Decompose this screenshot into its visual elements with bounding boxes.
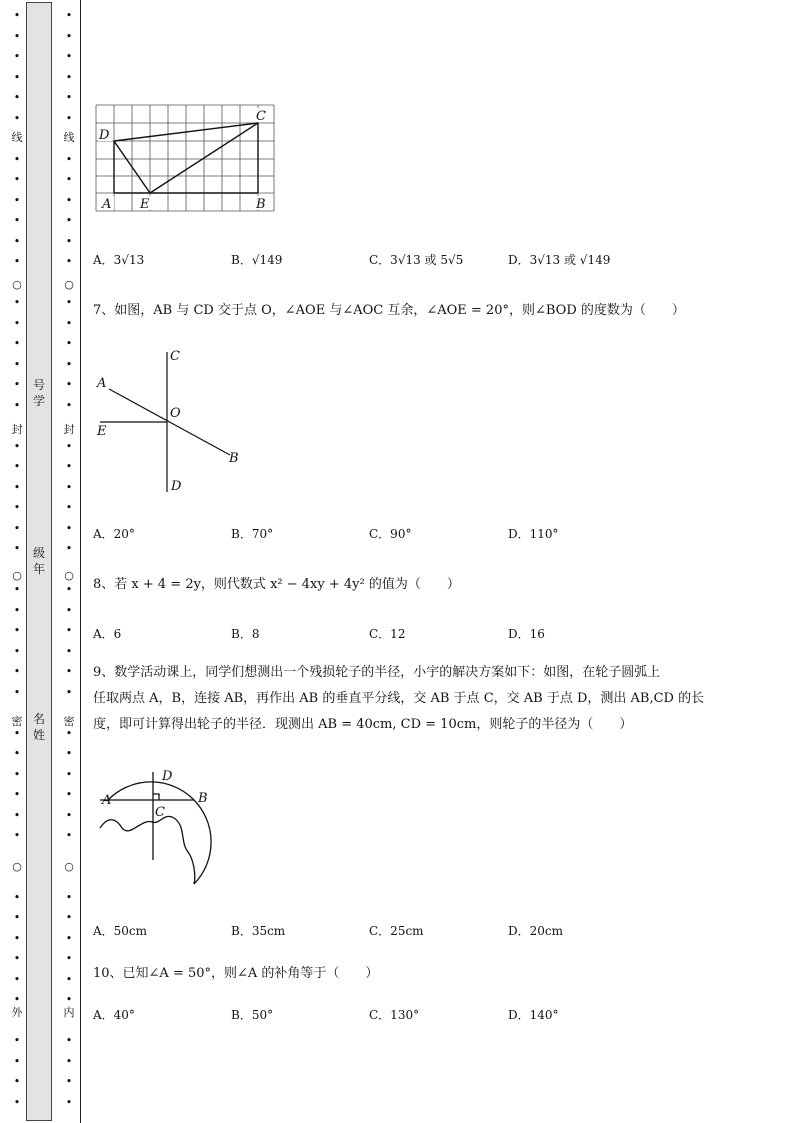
q9-option-a[interactable]: A．50cm — [93, 924, 148, 938]
q8-option-b[interactable]: B．8 — [231, 627, 260, 641]
binding-dot: • — [65, 214, 73, 227]
binding-dot: • — [13, 296, 21, 309]
q9-label-C: C — [155, 805, 165, 820]
binding-dot: • — [65, 768, 73, 781]
binding-dot: • — [65, 1055, 73, 1068]
binding-dot: • — [13, 788, 21, 801]
binding-dot: • — [65, 317, 73, 330]
binding-dot: • — [65, 952, 73, 965]
outer-mark-circle-2: ○ — [12, 569, 22, 582]
field-grade: 级 年 — [32, 546, 45, 576]
binding-dot: • — [65, 993, 73, 1006]
binding-dot: • — [65, 112, 73, 125]
binding-dot: • — [65, 337, 73, 350]
binding-dot: • — [65, 747, 73, 760]
binding-dot: • — [65, 378, 73, 391]
binding-dot: • — [13, 932, 21, 945]
binding-dot: • — [65, 1096, 73, 1109]
binding-dot: • — [13, 809, 21, 822]
q10-option-c[interactable]: C．130° — [369, 1008, 420, 1022]
q9-stem-line-1: 9、数学活动课上，同学们想测出一个残损轮子的半径，小宇的解决方案如下：如图，在轮子圆弧上 — [93, 665, 661, 680]
q6-label-D: D — [99, 128, 110, 143]
binding-dot: • — [65, 829, 73, 842]
binding-dot: • — [65, 973, 73, 986]
q9-label-D: D — [162, 769, 173, 784]
binding-dot: • — [65, 91, 73, 104]
binding-dot: • — [13, 686, 21, 699]
field-student-number: 号 学 — [32, 378, 45, 408]
q7-option-b[interactable]: B．70° — [231, 527, 274, 541]
binding-dot: • — [65, 1034, 73, 1047]
binding-dot: • — [65, 911, 73, 924]
binding-dot: • — [13, 522, 21, 535]
q7-option-a[interactable]: A．20° — [93, 527, 135, 541]
q9-option-d[interactable]: D．20cm — [508, 924, 563, 938]
binding-dot: • — [65, 399, 73, 412]
binding-dot: • — [13, 337, 21, 350]
broken-edge — [100, 816, 195, 884]
binding-dot: • — [13, 153, 21, 166]
inner-binding-column — [62, 0, 76, 1123]
q7-label-O: O — [170, 406, 181, 421]
q6-option-c[interactable]: C．3√13 或 5√5 — [369, 253, 464, 267]
q10-option-a[interactable]: A．40° — [93, 1008, 135, 1022]
binding-dot: • — [65, 727, 73, 740]
right-angle-mark — [153, 794, 159, 800]
inner-mark-xian: 线 — [63, 131, 75, 144]
q9-label-B: B — [198, 791, 208, 806]
binding-dot: • — [13, 768, 21, 781]
binding-dot: • — [13, 440, 21, 453]
binding-dot: • — [65, 358, 73, 371]
binding-dot: • — [13, 30, 21, 43]
binding-dot: • — [13, 255, 21, 268]
binding-dot: • — [13, 747, 21, 760]
q9-stem-line-3: 度，即可计算得出轮子的半径．现测出 AB = 40cm, CD = 10cm，则轮子的半径为（ ） — [93, 717, 633, 732]
q9-label-A: A — [102, 793, 112, 808]
outer-binding-column — [10, 0, 24, 1123]
binding-dot: • — [13, 993, 21, 1006]
q9-wheel-figure — [94, 766, 218, 890]
binding-dot: • — [65, 30, 73, 43]
binding-dot: • — [65, 891, 73, 904]
inner-mark-circle-1: ○ — [64, 278, 74, 291]
q6-option-b[interactable]: B．√149 — [231, 253, 283, 267]
binding-dot: • — [13, 952, 21, 965]
binding-dot: • — [13, 624, 21, 637]
binding-dot: • — [13, 1034, 21, 1047]
binding-dot: • — [65, 665, 73, 678]
q8-option-c[interactable]: C．12 — [369, 627, 406, 641]
q6-grid-figure — [94, 104, 278, 214]
binding-dot: • — [13, 235, 21, 248]
q6-label-C: C — [256, 109, 266, 124]
student-info-strip — [26, 2, 52, 1121]
q7-label-E: E — [97, 424, 107, 439]
binding-dot: • — [13, 50, 21, 63]
q7-option-c[interactable]: C．90° — [369, 527, 412, 541]
binding-dot: • — [65, 235, 73, 248]
outer-mark-xian: 线 — [11, 131, 23, 144]
binding-dot: • — [65, 624, 73, 637]
q8-stem: 8、若 x + 4 = 2y，则代数式 x² − 4xy + 4y² 的值为（ ） — [93, 577, 460, 592]
binding-dot: • — [65, 296, 73, 309]
q6-label-B: B — [256, 197, 266, 212]
binding-dot: • — [13, 891, 21, 904]
binding-dot: • — [13, 645, 21, 658]
binding-dot: • — [13, 542, 21, 555]
binding-dot: • — [65, 194, 73, 207]
binding-dot: • — [13, 460, 21, 473]
q7-angle-figure — [94, 344, 244, 496]
inner-mark-nei: 内 — [63, 1006, 75, 1019]
outer-mark-circle-3: ○ — [12, 860, 22, 873]
binding-dot: • — [13, 1055, 21, 1068]
outer-mark-circle-1: ○ — [12, 278, 22, 291]
binding-dot: • — [65, 522, 73, 535]
outer-mark-wai: 外 — [11, 1006, 23, 1019]
q10-option-d[interactable]: D．140° — [508, 1008, 559, 1022]
q9-stem-line-2: 任取两点 A，B，连接 AB，再作出 AB 的垂直平分线，交 AB 于点 C，交 AB 于点 D，测出 AB,CD 的长 — [93, 691, 705, 706]
binding-dot: • — [13, 91, 21, 104]
binding-dot: • — [65, 604, 73, 617]
q7-label-C: C — [170, 349, 180, 364]
q9-option-b[interactable]: B．35cm — [231, 924, 286, 938]
q7-label-A: A — [97, 376, 107, 391]
binding-dot: • — [13, 481, 21, 494]
binding-dot: • — [13, 378, 21, 391]
binding-dot: • — [13, 973, 21, 986]
q7-stem: 7、如图，AB 与 CD 交于点 O，∠AOE 与∠AOC 互余，∠AOE = 20°，则∠BOD 的度数为（ ） — [93, 303, 685, 318]
binding-dot: • — [13, 358, 21, 371]
binding-dot: • — [13, 727, 21, 740]
binding-dot: • — [65, 788, 73, 801]
binding-dot: • — [65, 460, 73, 473]
q9-stem — [93, 660, 743, 738]
q6-label-E: E — [140, 197, 150, 212]
binding-dot: • — [13, 501, 21, 514]
binding-dot: • — [65, 809, 73, 822]
binding-dot: • — [13, 194, 21, 207]
q10-stem: 10、已知∠A = 50°，则∠A 的补角等于（ ） — [93, 966, 379, 981]
binding-dot: • — [13, 173, 21, 186]
binding-dot: • — [65, 255, 73, 268]
binding-dot: • — [13, 1096, 21, 1109]
binding-dot: • — [65, 50, 73, 63]
binding-dot: • — [13, 399, 21, 412]
binding-dot: • — [65, 583, 73, 596]
inner-mark-circle-2: ○ — [64, 569, 74, 582]
binding-dot: • — [13, 214, 21, 227]
binding-dot: • — [13, 665, 21, 678]
q6-option-a[interactable]: A．3√13 — [93, 253, 145, 267]
inner-mark-circle-3: ○ — [64, 860, 74, 873]
q7-option-d[interactable]: D．110° — [508, 527, 559, 541]
inner-mark-mi: 密 — [63, 715, 75, 728]
binding-dot: • — [65, 645, 73, 658]
binding-dot: • — [13, 9, 21, 22]
binding-dot: • — [65, 1075, 73, 1088]
q6-label-A: A — [102, 197, 112, 212]
binding-dot: • — [65, 153, 73, 166]
binding-dot: • — [65, 9, 73, 22]
binding-dot: • — [13, 911, 21, 924]
binding-dot: • — [65, 501, 73, 514]
binding-dot: • — [13, 112, 21, 125]
grid-lines — [96, 105, 274, 211]
binding-dot: • — [65, 71, 73, 84]
binding-dot: • — [13, 1075, 21, 1088]
q8-option-a[interactable]: A．6 — [93, 627, 122, 641]
q7-label-B: B — [229, 451, 239, 466]
binding-dot: • — [13, 604, 21, 617]
binding-dot: • — [13, 829, 21, 842]
binding-dot: • — [65, 481, 73, 494]
binding-dot: • — [13, 71, 21, 84]
binding-dot: • — [65, 173, 73, 186]
q7-label-D: D — [171, 479, 182, 494]
page-frame-line — [80, 0, 81, 1123]
q8-option-d[interactable]: D．16 — [508, 627, 545, 641]
binding-dot: • — [13, 583, 21, 596]
binding-dot: • — [65, 542, 73, 555]
binding-dot: • — [65, 932, 73, 945]
outer-mark-feng: 封 — [11, 423, 23, 436]
binding-dot: • — [65, 440, 73, 453]
binding-dot: • — [13, 317, 21, 330]
binding-dot: • — [65, 686, 73, 699]
field-name: 名 姓 — [32, 712, 45, 742]
outer-mark-mi: 密 — [11, 715, 23, 728]
q6-option-d[interactable]: D．3√13 或 √149 — [508, 253, 611, 267]
q10-option-b[interactable]: B．50° — [231, 1008, 274, 1022]
inner-mark-feng: 封 — [63, 423, 75, 436]
q9-option-c[interactable]: C．25cm — [369, 924, 424, 938]
